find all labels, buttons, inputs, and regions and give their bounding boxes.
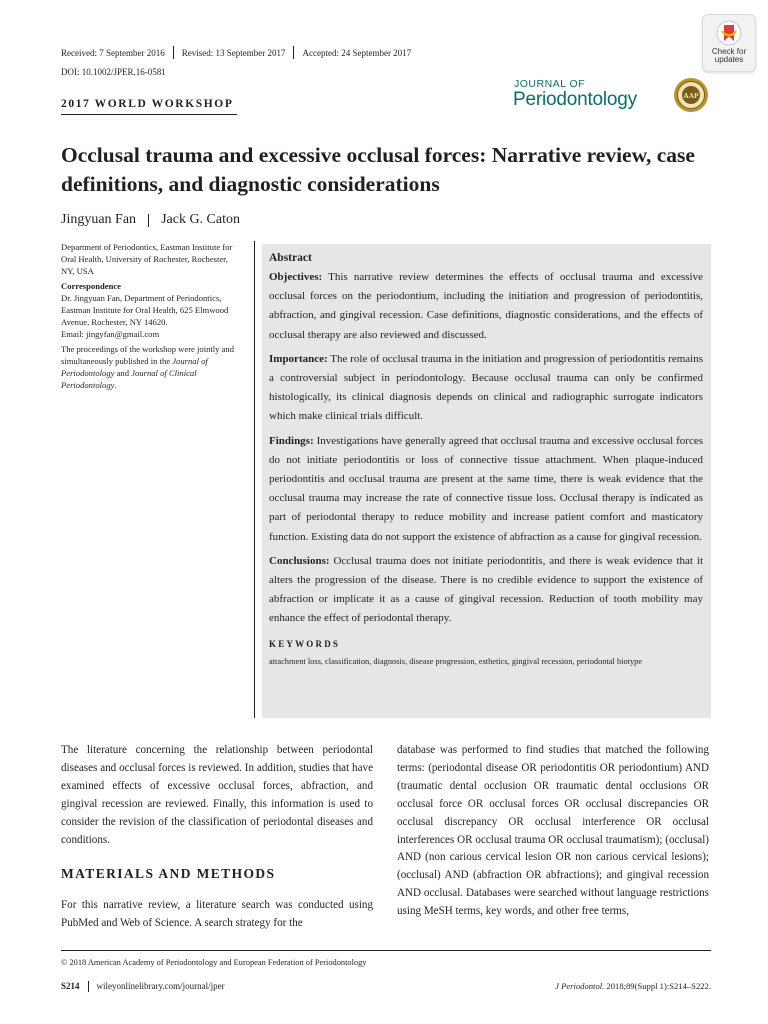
date-divider (293, 46, 294, 59)
footer-rule (61, 950, 711, 951)
affiliation-column (61, 241, 241, 394)
journal-logo-top: JOURNAL OF (514, 78, 586, 90)
proceedings-note: The proceedings of the workshop were jointly and simultaneously published in the Journal of Periodontology and Journal of Clinical Periodontology. (61, 344, 235, 390)
author-name: Jack G. Caton (161, 212, 240, 227)
bookmark-icon (716, 20, 742, 46)
journal-logo-name: Periodontology (513, 89, 637, 110)
intro-paragraph: The literature concerning the relationship between periodontal diseases and occlusal forces is reviewed. In addition, studies that have examined effects of excessive occlusal forces, abfraction, and gingival recession are reviewed. Finally, this information is used to consider the revision of the classification of periodontal diseases and conditions. (61, 744, 373, 846)
footer-divider (88, 981, 89, 992)
doi: DOI: 10.1002/JPER.16-0581 (61, 67, 166, 77)
article-dates (61, 46, 419, 60)
check-updates-label: Check for updates (711, 47, 747, 64)
date-divider (173, 46, 174, 59)
body-left-column (61, 742, 373, 933)
abstract-importance: Importance: The role of occlusal trauma in the initiation and progression of periodontitis remains a controversial subject in periodontology. Because occlusal trauma can only be confirmed histologically, its clinical diagnosis depends on clinical and radiographic surrogate indicators which make clinical trials difficult. (269, 352, 703, 423)
journal-logo[interactable] (508, 76, 711, 114)
email-link[interactable]: Email: jingyfan@gmail.com (61, 329, 160, 339)
aap-seal-icon (673, 77, 709, 113)
page-footer (61, 980, 225, 992)
abstract-conclusions: Conclusions: Occlusal trauma does not initiate periodontitis, and there is weak evidence that it alters the progression of the disease. There is no credible evidence to support the existence of abfraction or implicate it as a cause of gingival recession. Reduction of tooth mobility may enhance the effect of periodontal therapy. (269, 554, 703, 625)
department-affiliation: Department of Periodontics, Eastman Institute for Oral Health, University of Rochester, Rochester, NY, USA (61, 242, 233, 276)
abstract-box (262, 244, 711, 718)
series-label: 2017 WORLD WORKSHOP (61, 97, 237, 115)
received-date: Received: 7 September 2016 (61, 48, 165, 58)
author-list (61, 211, 240, 229)
abstract-objectives: Objectives: This narrative review determines the effects of occlusal trauma and excessive occlusal forces on the periodontium, including the initiation and progression of periodontitis, abfraction, and gingival recession. Case definitions, diagnostic considerations, and the effects of occlusal therapy are also reviewed and discussed. (269, 271, 703, 341)
revised-date: Revised: 13 September 2017 (181, 48, 286, 58)
correspondence-heading: Correspondence (61, 281, 121, 291)
copyright-notice: © 2018 American Academy of Periodontology and European Federation of Periodontology (61, 958, 367, 967)
author-divider (148, 214, 149, 227)
correspondence-address: Dr. Jingyuan Fan, Department of Periodontics, Eastman Institute for Oral Health, 625 Elmwood Avenue, Rochester, NY 14620. Email: jingyfan@gmail.com (61, 293, 229, 339)
svg-text:AAP: AAP (683, 91, 699, 100)
abstract-heading: Abstract (269, 252, 312, 264)
article-title: Occlusal trauma and excessive occlusal forces: Narrative review, case definitions, and diagnostic considerations (61, 143, 695, 196)
author-name: Jingyuan Fan (61, 212, 137, 227)
journal-url-link[interactable]: wileyonlinelibrary.com/journal/jper (96, 981, 225, 991)
citation: J Periodontol. 2018;89(Suppl 1):S214–S222. (555, 981, 711, 991)
keywords-heading: KEYWORDS (269, 638, 341, 649)
column-divider (254, 241, 255, 718)
check-for-updates-button[interactable] (702, 14, 756, 72)
methods-continuation: database was performed to find studies that matched the following terms: (periodontal disease OR periodontitis OR periodontium) AND (traumatic dental occlusion OR traumatic dental occlusions OR occlusal force OR occlusal forces OR occlusal discrepancies OR occlusal discrepancy OR occlusal interference OR occlusal interferences OR occlusal trauma OR occlusal traumatism); (occlusal) AND (non carious cervical lesion OR non carious cervical lesions); (occlusal) AND (abfraction OR abfractions); and gingival recession AND occlusal. Databases were searched without language restrictions using MeSH terms, key words, and other free terms, (397, 744, 709, 918)
abstract-findings: Findings: Investigations have generally agreed that occlusal trauma and excessive occlusal forces do not initiate periodontitis or loss of connective tissue attachment. When plaque-induced periodontitis and occlusal trauma are present at the same time, there is weak evidence that the occlusal trauma may increase the rate of connective tissue loss. Occlusal therapy is indicated as part of periodontal therapy to reduce mobility and increase patient comfort and masticatory function. Existing data do not support the existence of abfraction as a cause for gingival recession. (269, 434, 703, 543)
page-number: S214 (61, 981, 80, 991)
accepted-date: Accepted: 24 September 2017 (302, 48, 412, 58)
keywords-list: attachment loss, classification, diagnosis, disease progression, esthetics, gingival recession, periodontal biotype (269, 656, 643, 666)
methods-paragraph: For this narrative review, a literature search was conducted using PubMed and Web of Science. A search strategy for the (61, 899, 373, 930)
body-right-column (397, 742, 709, 921)
section-heading-methods: MATERIALS AND METHODS (61, 866, 276, 882)
